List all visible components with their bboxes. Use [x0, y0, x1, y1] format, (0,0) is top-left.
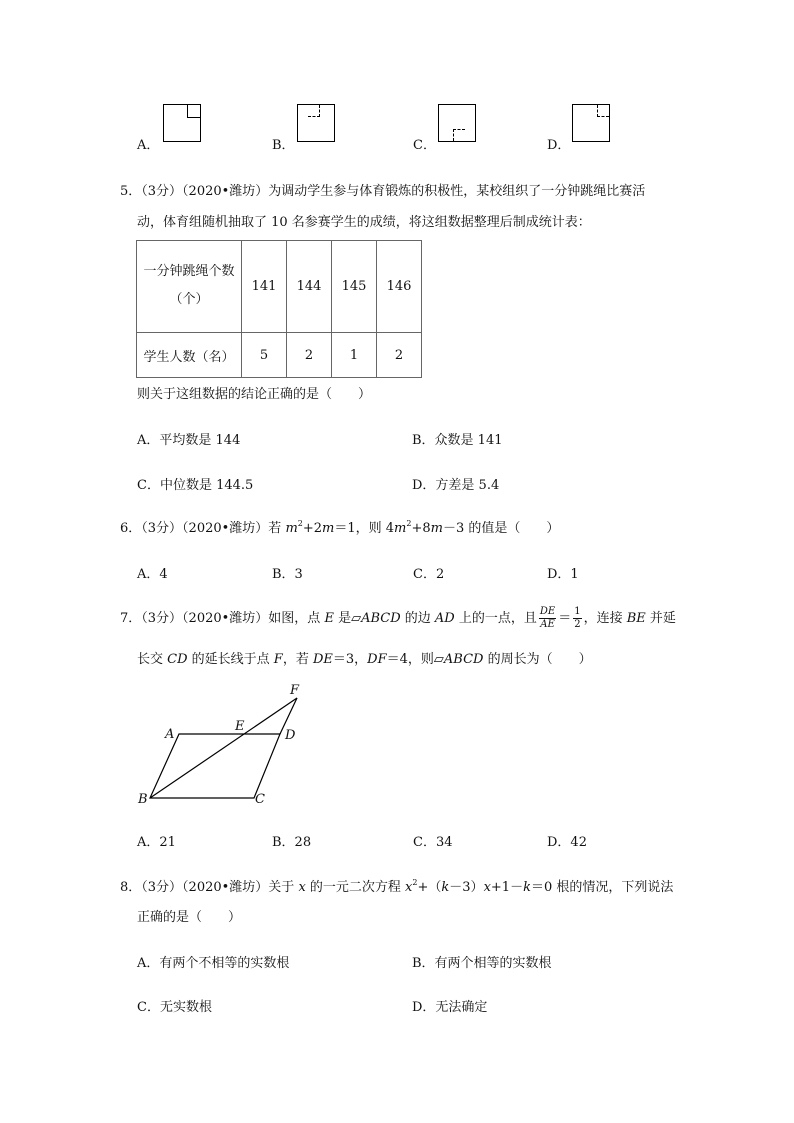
q8-text: ＝0 根的情况，下列说法: [530, 880, 674, 895]
q6-var: m: [430, 521, 443, 536]
q7-text: 的周长为（ ）: [483, 652, 592, 667]
q4-option-d-figure: [572, 104, 610, 142]
fraction-numerator: DE: [539, 606, 556, 617]
q6-prefix: 6．（3分）（2020•潍坊）若: [120, 521, 286, 536]
q4-option-b-label: B．: [272, 138, 295, 153]
q4-option-a-figure: [163, 104, 201, 142]
q5-option-a: A．平均数是 144: [137, 433, 241, 448]
table-cell: 146: [377, 241, 422, 333]
q4-option-d-label: D．: [547, 138, 571, 153]
q8-var: x: [483, 880, 491, 895]
q7-fraction-de-ae: [539, 606, 556, 631]
q7-var: BE: [626, 611, 646, 626]
q6-var: m: [285, 521, 298, 536]
table-header-cell: 学生人数（名）: [137, 333, 242, 378]
q6-suffix: －3 的值是（ ）: [442, 521, 560, 536]
q8-text: 的一元二次方程: [305, 880, 406, 895]
q8-option-d: D．无法确定: [412, 1000, 488, 1015]
q5-question: 则关于这组数据的结论正确的是（ ）: [137, 387, 372, 402]
q6-stem: [120, 517, 559, 536]
q7-text: ＝4，则: [386, 652, 434, 667]
q6-exp: 2: [406, 519, 412, 528]
q8-option-c: C．无实数根: [137, 1000, 212, 1015]
table-cell: 141: [242, 241, 287, 333]
q8-text: +1－: [490, 880, 524, 895]
q8-stem-line2: 正确的是（ ）: [137, 910, 242, 925]
q7-var: F: [273, 652, 283, 667]
q7-var: ▱ABCD: [433, 652, 484, 667]
q8-var: k: [441, 880, 450, 895]
q5-stem-line1: 5．（3分）（2020•潍坊）为调动学生参与体育锻炼的积极性，某校组织了一分钟跳绳比赛活: [120, 184, 646, 199]
point-label-b: B: [138, 792, 148, 807]
q6-text: +8: [411, 521, 431, 536]
q5-option-b: B．众数是 141: [412, 433, 503, 448]
q7-text: ，连接: [583, 611, 627, 626]
q7-var: CD: [167, 652, 188, 667]
fraction-denominator: 2: [574, 619, 581, 630]
q8-var: k: [523, 880, 531, 895]
q8-option-b: B．有两个相等的实数根: [412, 956, 552, 971]
q6-option-c: C．2: [413, 567, 445, 582]
q5-statistics-table: [136, 240, 422, 378]
point-label-f: F: [290, 683, 300, 698]
q7-text: 长交: [137, 652, 168, 667]
q8-option-a: A．有两个不相等的实数根: [137, 956, 290, 971]
q4-option-c-label: C．: [413, 138, 436, 153]
q4-option-b-dashed-corner: [308, 105, 320, 117]
q7-var: DE: [312, 652, 333, 667]
table-cell: 2: [377, 333, 422, 378]
q5-row1-header-a: 一分钟跳绳个数: [143, 263, 235, 279]
point-label-e: E: [235, 719, 245, 734]
table-row: [137, 241, 422, 333]
q5-stem-line2: 动，体育组随机抽取了 10 名参赛学生的成绩，将这组数据整理后制成统计表：: [137, 215, 591, 230]
fraction-denominator: AE: [540, 619, 555, 630]
q4-option-d-dashed-corner: [597, 105, 609, 117]
q8-text: +（: [417, 880, 442, 895]
q6-var: m: [394, 521, 407, 536]
q7-stem-line2: [137, 648, 592, 667]
q5-option-c: C．中位数是 144.5: [137, 478, 254, 493]
q7-text: ＝: [558, 611, 572, 626]
q4-option-a-label: A．: [137, 138, 160, 153]
table-cell: 145: [332, 241, 377, 333]
q6-exp: 2: [297, 519, 303, 528]
q7-text: 上的一点，且: [454, 611, 537, 626]
q7-var: AD: [434, 611, 455, 626]
q6-text: +2: [302, 521, 323, 536]
parallelogram-abcd: [150, 734, 280, 798]
q5-option-d: D．方差是 5.4: [412, 478, 500, 493]
q8-text: －3）: [449, 880, 484, 895]
q7-text: 是: [333, 611, 352, 626]
q7-text: 的边: [400, 611, 435, 626]
q7-text: ，若: [282, 652, 313, 667]
fraction-numerator: 1: [574, 606, 581, 617]
table-cell: 2: [287, 333, 332, 378]
q8-exp: 2: [412, 878, 418, 887]
q7-option-c: C．34: [413, 835, 453, 850]
q7-text: ＝3，: [332, 652, 368, 667]
q7-var: ▱ABCD: [351, 611, 401, 626]
q7-parallelogram-diagram: [130, 680, 320, 810]
table-row: [137, 333, 422, 378]
point-label-a: A: [165, 727, 175, 742]
q7-text: 的延长线于点: [187, 652, 274, 667]
q7-fraction-one-half: [573, 606, 581, 631]
q4-option-c-dashed-corner: [453, 129, 465, 141]
point-label-d: D: [285, 728, 296, 743]
point-label-c: C: [255, 792, 265, 807]
q7-text: 并延: [645, 611, 676, 626]
table-cell: 144: [287, 241, 332, 333]
q6-option-b: B．3: [272, 567, 303, 582]
q7-var: DF: [367, 652, 387, 667]
table-cell: 5: [242, 333, 287, 378]
q6-option-d: D．1: [547, 567, 579, 582]
table-header-cell: [137, 241, 242, 333]
q7-text: 7．（3分）（2020•潍坊）如图，点: [120, 611, 325, 626]
table-cell: 1: [332, 333, 377, 378]
q5-row1-header-b: （个）: [169, 291, 209, 307]
q8-var: x: [405, 880, 413, 895]
q8-text: 8．（3分）（2020•潍坊）关于: [120, 880, 299, 895]
q7-stem-line1: [120, 606, 676, 631]
q7-var: E: [324, 611, 334, 626]
q6-var: m: [322, 521, 335, 536]
q7-option-a: A．21: [137, 835, 176, 850]
q4-option-a-corner: [187, 105, 200, 118]
q4-option-b-figure: [297, 104, 335, 142]
q6-text: ＝1，则 4: [334, 521, 395, 536]
q7-option-b: B．28: [272, 835, 312, 850]
q7-option-d: D．42: [547, 835, 587, 850]
q8-stem-line1: [120, 876, 673, 895]
q8-var: x: [298, 880, 306, 895]
q6-option-a: A．4: [137, 567, 168, 582]
q4-option-c-figure: [438, 104, 476, 142]
